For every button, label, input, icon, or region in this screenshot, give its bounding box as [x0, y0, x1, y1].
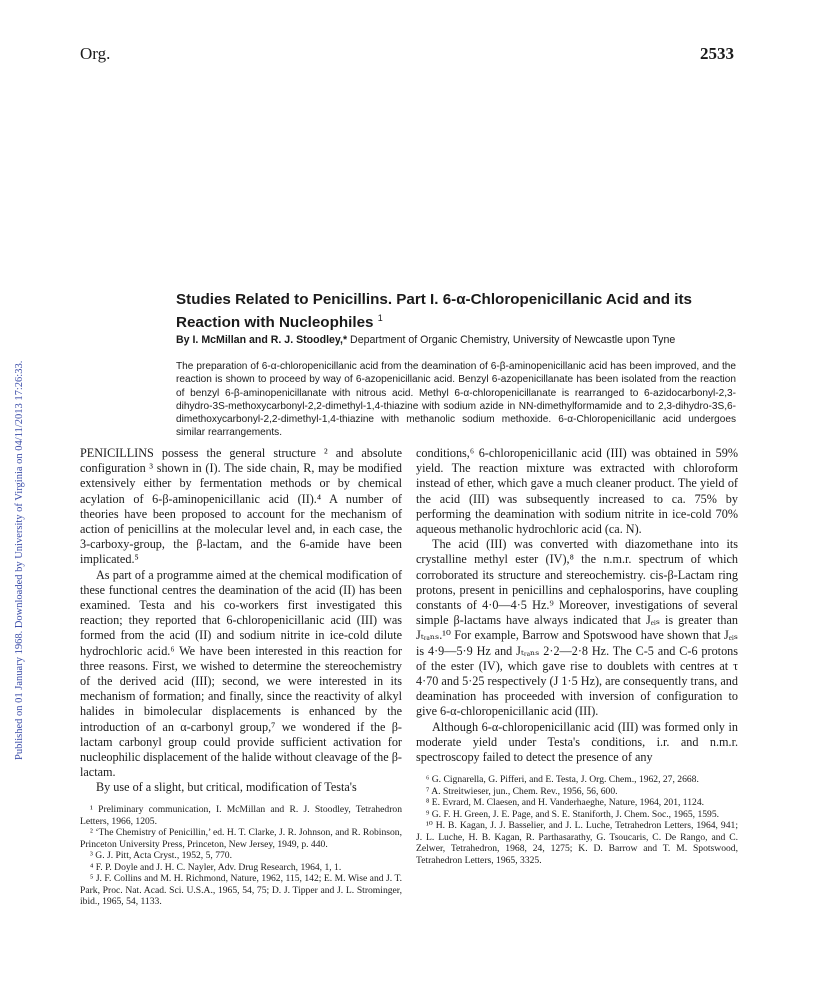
right-column — [416, 446, 738, 765]
footnote: ⁶ G. Cignarella, G. Pifferi, and E. Testa, J. Org. Chem., 1962, 27, 2668. — [426, 774, 699, 785]
abstract: The preparation of 6-α-chloropenicillanic acid from the deamination of 6-β-aminopenicillanic acid has been improved, and the reaction is shown to proceed by way of 6-azopenicillanic acid. Benzyl 6-azopenicillanate has been isolated from the reaction of benzyl 6-β-aminopenicillanate with nitrous acid. Methyl 6-α-chloropenicillanate is rearranged to 6-azidocarbonyl-2,3-dihydro-3S-methoxycarbonyl-2,2-dimethyl-1,4-thiazine with sodium azide in NN-dimethylformamide and to 2,3-dihydro-3S,6-dimethoxycarbonyl-2,2-dimethyl-1,4-thiazine with methanolic sodium methoxide. 6-α-Chloropenicillanic acid undergoes similar rearrangements. — [176, 361, 736, 439]
paragraph: As part of a programme aimed at the chemical modification of these functional centres the deamination of the acid (II) has been examined. Testa and his co-workers first investigated this reaction; they reported that 6-chloropenicillanic acid (III) was formed from the acid (II) and sodium nitrite in ice-cold dilute hydrochloric acid.⁶ We have been interested in this reaction for three reasons. First, we wished to determine the stereochemistry of the derived acid (III); second, we were interested in its mechanism of formation; and finally, since the reactivity of alkyl halides in bimolecular displacements is enhanced by the introduction of an α-carbonyl group,⁷ we wondered if the β-lactam carbonyl group could provide sufficient activation for nucleophilic displacement of the halide without cleavage of the β-lactam. — [80, 567, 402, 780]
journal-name: Org. — [80, 44, 111, 63]
download-watermark — [14, 100, 28, 760]
footnote: ⁹ G. F. H. Green, J. E. Page, and S. E. Staniforth, J. Chem. Soc., 1965, 1595. — [426, 808, 720, 820]
footnote: ⁸ E. Evrard, M. Claesen, and H. Vanderhaeghe, Nature, 1964, 201, 1124. — [426, 797, 705, 808]
paragraph: By use of a slight, but critical, modification of Testa's — [96, 780, 357, 795]
paragraph: The acid (III) was converted with diazomethane into its crystalline methyl ester (IV),⁸ the n.m.r. spectrum of which corroborated its structure and stereochemistry. cis-β-Lactam ring protons, present in penicillins and cephalosporins, have coupling constants of 4·0—4·5 Hz.⁹ Moreover, investigations of several simple β-lactams have always indicated that Jₑᵢₛ is greater than Jₜᵣₐₙₛ.¹⁰ For example, Barrow and Spotswood have shown that Jₑᵢₛ is 4·9—5·9 Hz and Jₜᵣₐₙₛ 2·2—2·8 Hz. The C-5 and C-6 protons of the ester (IV), which gave rise to doublets with centres at τ 4·70 and 5·25 respectively (J 1·5 Hz), are consequently trans, and deamination has proceeded with inversion of configuration to give 6-α-chloropenicillanic acid (III). — [416, 537, 738, 719]
footnotes-right — [416, 774, 738, 866]
footnote: ¹⁰ H. B. Kagan, J. J. Basselier, and J. L. Luche, Tetrahedron Letters, 1964, 941; J. L. Luche, H. B. Kagan, R. Parthasarathy, G. Tsoucaris, C. De Rango, and C. Zelwer, Tetrahedron, 1968, 24, 1275; K. D. Barrow and T. M. Spotswood, Tetrahedron Letters, 1965, 3325. — [416, 820, 738, 866]
footnote: ² ‘The Chemistry of Penicillin,’ ed. H. T. Clarke, J. R. Johnson, and R. Robinson, Princeton University Press, Princeton, New Jersey, 1949, p. 440. — [80, 827, 402, 850]
paragraph: conditions,⁶ 6-chloropenicillanic acid (III) was obtained in 59% yield. The reaction mixture was extracted with chloroform instead of ether, which gave a much cleaner product. The yield of the acid (III) was subsequently increased to ca. 75% by performing the deamination with sodium nitrite in ice-cold 70% aqueous methanolic hydrochloric acid (ca. N). — [416, 446, 738, 537]
download-note-text: Published on 01 January 1968. Downloaded by University of Virginia on 04/11/2013 17:26:33. — [14, 360, 25, 760]
footnote: ⁷ A. Streitwieser, jun., Chem. Rev., 1956, 56, 600. — [426, 785, 618, 797]
article-title — [176, 291, 742, 332]
left-column — [80, 446, 402, 796]
footnote: ⁵ J. F. Collins and M. H. Richmond, Nature, 1962, 115, 142; E. M. Wise and J. T. Park, Proc. Nat. Acad. Sci. U.S.A., 1965, 54, 75; D. J. Tipper and J. L. Strominger, ibid., 1965, 54, 1133. — [80, 873, 402, 907]
paragraph: Although 6-α-chloropenicillanic acid (III) was formed only in moderate yield under Testa's conditions, i.r. and n.m.r. spectroscopy failed to detect the presence of any — [416, 719, 738, 765]
footnote: ³ G. J. Pitt, Acta Cryst., 1952, 5, 770. — [90, 850, 232, 861]
footnote: ⁴ F. P. Doyle and J. H. C. Nayler, Adv. Drug Research, 1964, 1, 1. — [90, 861, 342, 873]
footnote: ¹ Preliminary communication, I. McMillan and R. J. Stoodley, Tetrahedron Letters, 1966, 1205. — [80, 804, 402, 827]
author-names: By I. McMillan and R. J. Stoodley,* — [176, 334, 348, 346]
title-reference: 1 — [377, 313, 383, 323]
author-affiliation: Department of Organic Chemistry, University of Newcastle upon Tyne — [347, 334, 676, 346]
footnotes-left — [80, 804, 402, 908]
page-number: 2533 — [700, 44, 734, 63]
title-text: Studies Related to Penicillins. Part I. 6-α-Chloropenicillanic Acid and its Reaction with Nucleophiles — [176, 291, 692, 332]
author-line — [176, 334, 742, 346]
paragraph: PENICILLINS possess the general structure ² and absolute configuration ³ shown in (I). The side chain, R, may be modified extensively either by fermentation methods or by chemical acylation of 6-β-aminopenicillanic acid (II).⁴ A number of theories have been proposed to account for the mechanism of action of penicillins at the molecular level and, in each case, the 3-carboxy-group, the β-lactam, and the 6-amide have been implicated.⁵ — [80, 446, 402, 567]
